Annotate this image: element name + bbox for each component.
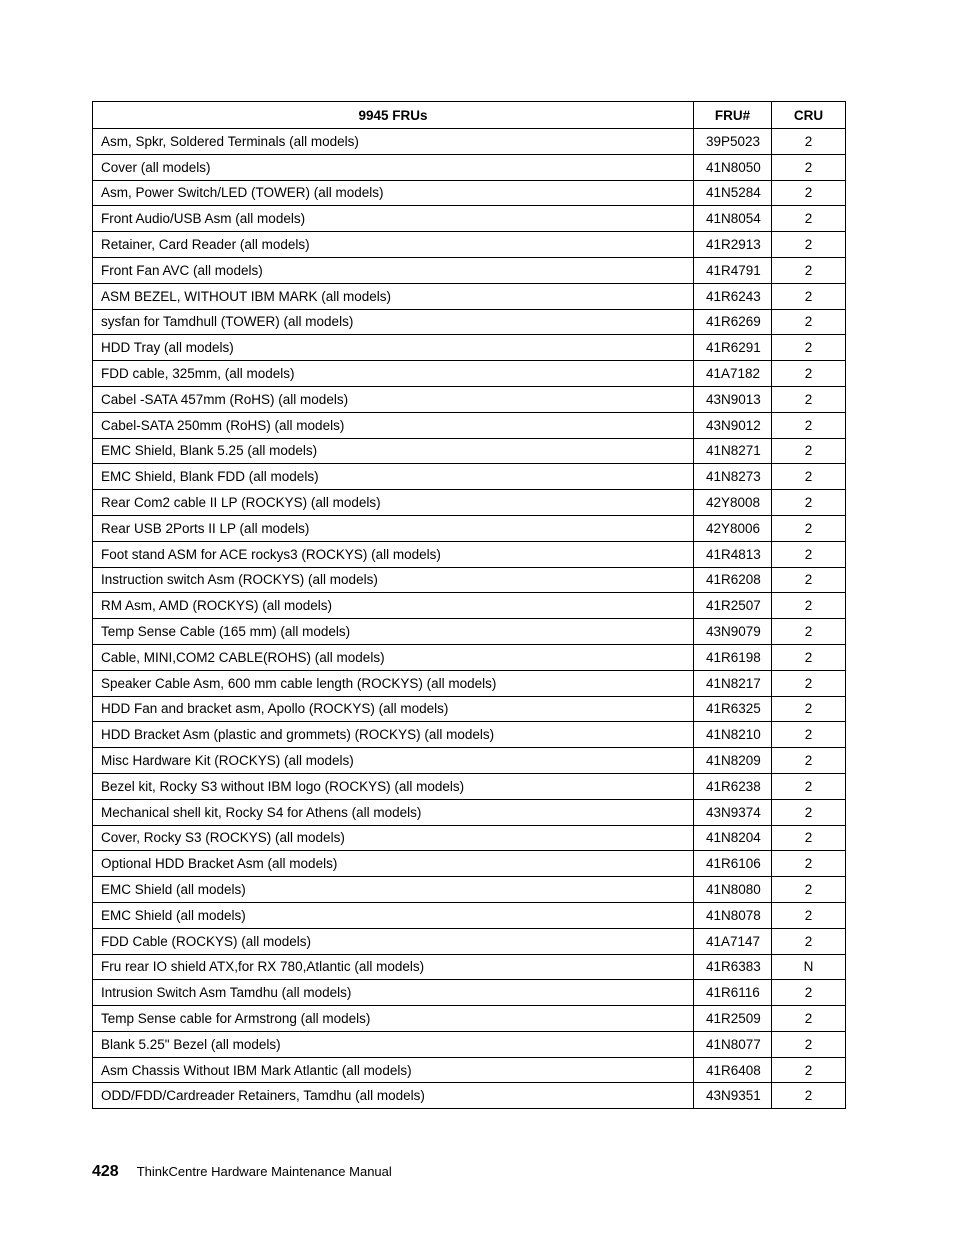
table-row [93,567,846,593]
cell-description: Front Audio/USB Asm (all models) [93,206,694,232]
table-row [93,1031,846,1057]
cell-fru-number: 41R6269 [694,309,772,335]
cell-cru: 2 [772,877,846,903]
cell-fru-number: 41N8210 [694,722,772,748]
cell-description: Asm, Power Switch/LED (TOWER) (all models) [93,180,694,206]
cell-description: HDD Tray (all models) [93,335,694,361]
cell-description: Mechanical shell kit, Rocky S4 for Athens (all models) [93,799,694,825]
cell-fru-number: 41A7147 [694,928,772,954]
table-row [93,335,846,361]
cell-description: EMC Shield (all models) [93,877,694,903]
cell-cru: 2 [772,1031,846,1057]
cell-fru-number: 41N8217 [694,670,772,696]
table-row [93,722,846,748]
table-row [93,980,846,1006]
cell-fru-number: 41N8271 [694,438,772,464]
cell-description: Speaker Cable Asm, 600 mm cable length (ROCKYS) (all models) [93,670,694,696]
table-row [93,154,846,180]
table-row [93,309,846,335]
header-description: 9945 FRUs [93,102,694,129]
cell-cru: 2 [772,773,846,799]
cell-fru-number: 41R6408 [694,1057,772,1083]
cell-description: RM Asm, AMD (ROCKYS) (all models) [93,593,694,619]
cell-cru: 2 [772,335,846,361]
cell-description: FDD Cable (ROCKYS) (all models) [93,928,694,954]
table-row [93,490,846,516]
cell-cru: 2 [772,490,846,516]
cell-fru-number: 41R6243 [694,283,772,309]
cell-description: FDD cable, 325mm, (all models) [93,361,694,387]
table-row [93,257,846,283]
cell-description: Fru rear IO shield ATX,for RX 780,Atlantic (all models) [93,954,694,980]
cell-fru-number: 41A7182 [694,361,772,387]
cell-description: Cabel -SATA 457mm (RoHS) (all models) [93,386,694,412]
table-row [93,1057,846,1083]
cell-cru: 2 [772,180,846,206]
cell-cru: 2 [772,438,846,464]
header-cru: CRU [772,102,846,129]
table-row [93,799,846,825]
cell-fru-number: 43N9079 [694,619,772,645]
table-row [93,644,846,670]
cell-fru-number: 41N8050 [694,154,772,180]
cell-fru-number: 41R6198 [694,644,772,670]
page-number: 428 [92,1163,119,1180]
table-row [93,232,846,258]
table-row [93,593,846,619]
cell-description: HDD Fan and bracket asm, Apollo (ROCKYS) (all models) [93,696,694,722]
table-row [93,438,846,464]
cell-cru: 2 [772,464,846,490]
manual-title: ThinkCentre Hardware Maintenance Manual [136,1164,392,1179]
cell-cru: 2 [772,696,846,722]
table-row [93,283,846,309]
cell-cru: 2 [772,722,846,748]
cell-cru: N [772,954,846,980]
fru-table [92,101,846,1109]
cell-fru-number: 41N8054 [694,206,772,232]
cell-fru-number: 41R2913 [694,232,772,258]
cell-description: EMC Shield, Blank 5.25 (all models) [93,438,694,464]
table-row [93,386,846,412]
header-fru-number: FRU# [694,102,772,129]
cell-cru: 2 [772,283,846,309]
cell-cru: 2 [772,644,846,670]
table-row [93,464,846,490]
cell-fru-number: 41R6325 [694,696,772,722]
table-row [93,928,846,954]
cell-cru: 2 [772,232,846,258]
cell-description: sysfan for Tamdhull (TOWER) (all models) [93,309,694,335]
cell-cru: 2 [772,129,846,155]
cell-description: Cover, Rocky S3 (ROCKYS) (all models) [93,825,694,851]
cell-cru: 2 [772,902,846,928]
table-body [93,129,846,1109]
cell-fru-number: 41R6116 [694,980,772,1006]
cell-description: Cable, MINI,COM2 CABLE(ROHS) (all models) [93,644,694,670]
cell-cru: 2 [772,206,846,232]
cell-fru-number: 41R4813 [694,541,772,567]
page-footer [92,1163,392,1181]
table-row [93,1006,846,1032]
cell-description: Foot stand ASM for ACE rockys3 (ROCKYS) (all models) [93,541,694,567]
cell-fru-number: 41N5284 [694,180,772,206]
table-row [93,619,846,645]
table-row [93,180,846,206]
table-row [93,877,846,903]
cell-fru-number: 42Y8008 [694,490,772,516]
cell-cru: 2 [772,619,846,645]
cell-description: Temp Sense cable for Armstrong (all models) [93,1006,694,1032]
cell-cru: 2 [772,670,846,696]
table-row [93,748,846,774]
cell-cru: 2 [772,1083,846,1109]
cell-description: Rear Com2 cable II LP (ROCKYS) (all models) [93,490,694,516]
cell-cru: 2 [772,361,846,387]
cell-fru-number: 41N8077 [694,1031,772,1057]
cell-cru: 2 [772,541,846,567]
cell-description: Temp Sense Cable (165 mm) (all models) [93,619,694,645]
table-row [93,515,846,541]
cell-description: ASM BEZEL, WITHOUT IBM MARK (all models) [93,283,694,309]
cell-fru-number: 41N8080 [694,877,772,903]
cell-cru: 2 [772,980,846,1006]
cell-description: Cover (all models) [93,154,694,180]
cell-cru: 2 [772,567,846,593]
cell-fru-number: 42Y8006 [694,515,772,541]
cell-cru: 2 [772,799,846,825]
cell-description: ODD/FDD/Cardreader Retainers, Tamdhu (all models) [93,1083,694,1109]
cell-cru: 2 [772,515,846,541]
cell-description: EMC Shield (all models) [93,902,694,928]
cell-cru: 2 [772,825,846,851]
table-row [93,902,846,928]
cell-description: Front Fan AVC (all models) [93,257,694,283]
cell-fru-number: 41R2507 [694,593,772,619]
cell-description: Asm Chassis Without IBM Mark Atlantic (all models) [93,1057,694,1083]
cell-cru: 2 [772,851,846,877]
cell-fru-number: 41R6106 [694,851,772,877]
cell-description: Intrusion Switch Asm Tamdhu (all models) [93,980,694,1006]
table-header-row [93,102,846,129]
cell-cru: 2 [772,412,846,438]
cell-description: Retainer, Card Reader (all models) [93,232,694,258]
cell-fru-number: 41R6238 [694,773,772,799]
table-row [93,412,846,438]
cell-fru-number: 43N9013 [694,386,772,412]
table-row [93,541,846,567]
table-row [93,361,846,387]
cell-description: Optional HDD Bracket Asm (all models) [93,851,694,877]
cell-fru-number: 41R6208 [694,567,772,593]
cell-fru-number: 41N8078 [694,902,772,928]
cell-fru-number: 41N8209 [694,748,772,774]
cell-fru-number: 43N9351 [694,1083,772,1109]
cell-fru-number: 41R4791 [694,257,772,283]
table-row [93,1083,846,1109]
cell-cru: 2 [772,309,846,335]
cell-cru: 2 [772,1057,846,1083]
table-row [93,696,846,722]
cell-cru: 2 [772,593,846,619]
cell-cru: 2 [772,386,846,412]
cell-fru-number: 41R2509 [694,1006,772,1032]
cell-description: EMC Shield, Blank FDD (all models) [93,464,694,490]
cell-cru: 2 [772,154,846,180]
cell-description: Misc Hardware Kit (ROCKYS) (all models) [93,748,694,774]
table-row [93,851,846,877]
table-row [93,206,846,232]
cell-description: Blank 5.25" Bezel (all models) [93,1031,694,1057]
table-row [93,773,846,799]
cell-fru-number: 41N8204 [694,825,772,851]
cell-fru-number: 43N9374 [694,799,772,825]
cell-description: Bezel kit, Rocky S3 without IBM logo (ROCKYS) (all models) [93,773,694,799]
table-row [93,825,846,851]
cell-fru-number: 41R6383 [694,954,772,980]
table-row [93,129,846,155]
cell-description: Cabel-SATA 250mm (RoHS) (all models) [93,412,694,438]
table-row [93,670,846,696]
cell-cru: 2 [772,257,846,283]
cell-cru: 2 [772,748,846,774]
cell-cru: 2 [772,928,846,954]
table-row [93,954,846,980]
cell-cru: 2 [772,1006,846,1032]
cell-description: HDD Bracket Asm (plastic and grommets) (ROCKYS) (all models) [93,722,694,748]
cell-fru-number: 41N8273 [694,464,772,490]
cell-description: Rear USB 2Ports II LP (all models) [93,515,694,541]
cell-description: Instruction switch Asm (ROCKYS) (all models) [93,567,694,593]
cell-fru-number: 39P5023 [694,129,772,155]
cell-fru-number: 41R6291 [694,335,772,361]
cell-description: Asm, Spkr, Soldered Terminals (all models) [93,129,694,155]
cell-fru-number: 43N9012 [694,412,772,438]
